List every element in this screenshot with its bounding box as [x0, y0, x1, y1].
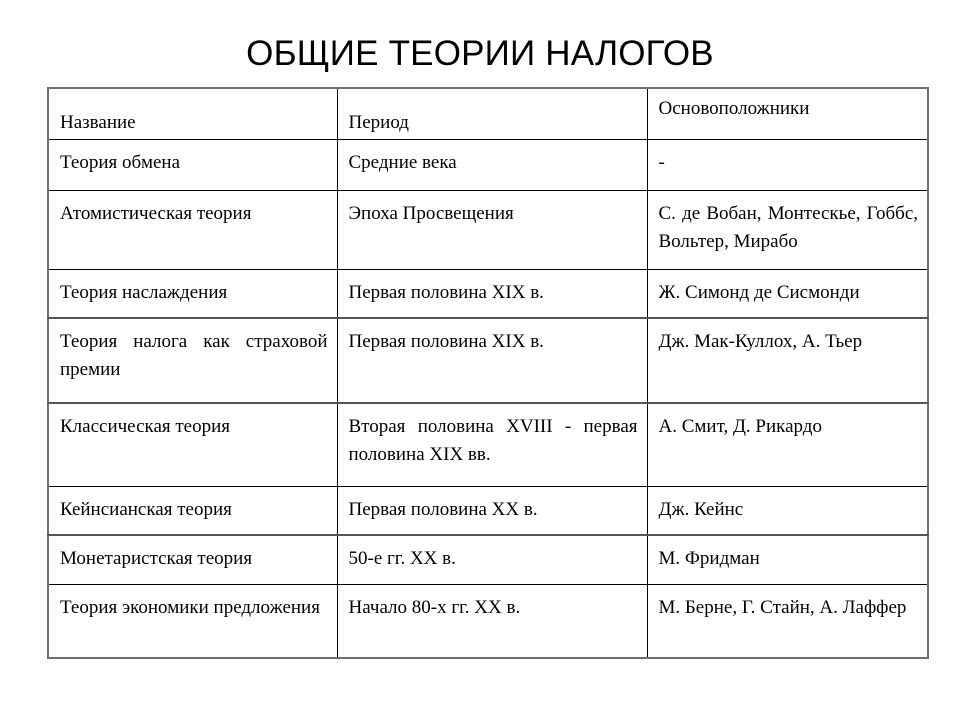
cell-founders: М. Фридман: [647, 535, 928, 584]
table-row: [48, 486, 928, 535]
cell-founders: А. Смит, Д. Рикардо: [647, 403, 928, 486]
cell-name: Атомистическая теория: [48, 190, 337, 269]
table-row: [48, 535, 928, 584]
cell-founders: С. де Вобан, Монтескье, Гоббс, Вольтер, Мирабо: [647, 190, 928, 269]
cell-name: Теория обмена: [48, 139, 337, 190]
cell-founders: Ж. Симонд де Сисмонди: [647, 269, 928, 318]
tax-theories-table: [47, 87, 929, 659]
cell-founders: М. Берне, Г. Стайн, А. Лаффер: [647, 584, 928, 658]
cell-founders: Дж. Мак-Куллох, А. Тьер: [647, 318, 928, 403]
cell-period: Первая половина XIX в.: [337, 269, 647, 318]
cell-period: Эпоха Просвещения: [337, 190, 647, 269]
table-header-row: [48, 88, 928, 139]
table-row: [48, 403, 928, 486]
cell-period: Первая половина XX в.: [337, 486, 647, 535]
table-row: [48, 318, 928, 403]
cell-period: Вторая половина XVIII - первая половина XIX вв.: [337, 403, 647, 486]
header-founders: Основоположники: [647, 88, 928, 139]
cell-name: Теория налога как страховой премии: [48, 318, 337, 403]
header-period: Период: [337, 88, 647, 139]
cell-name: Теория наслаждения: [48, 269, 337, 318]
cell-name: Теория экономики предложения: [48, 584, 337, 658]
cell-name: Классическая теория: [48, 403, 337, 486]
cell-period: Начало 80-х гг. XX в.: [337, 584, 647, 658]
cell-period: Средние века: [337, 139, 647, 190]
table-row: [48, 269, 928, 318]
page-title: ОБЩИЕ ТЕОРИИ НАЛОГОВ: [246, 34, 714, 73]
header-name: Название: [48, 88, 337, 139]
cell-period: 50-е гг. XX в.: [337, 535, 647, 584]
table-row: [48, 584, 928, 658]
cell-founders: Дж. Кейнс: [647, 486, 928, 535]
cell-name: Монетаристская теория: [48, 535, 337, 584]
cell-founders: -: [647, 139, 928, 190]
table-row: [48, 139, 928, 190]
table-row: [48, 190, 928, 269]
cell-name: Кейнсианская теория: [48, 486, 337, 535]
cell-period: Первая половина XIX в.: [337, 318, 647, 403]
